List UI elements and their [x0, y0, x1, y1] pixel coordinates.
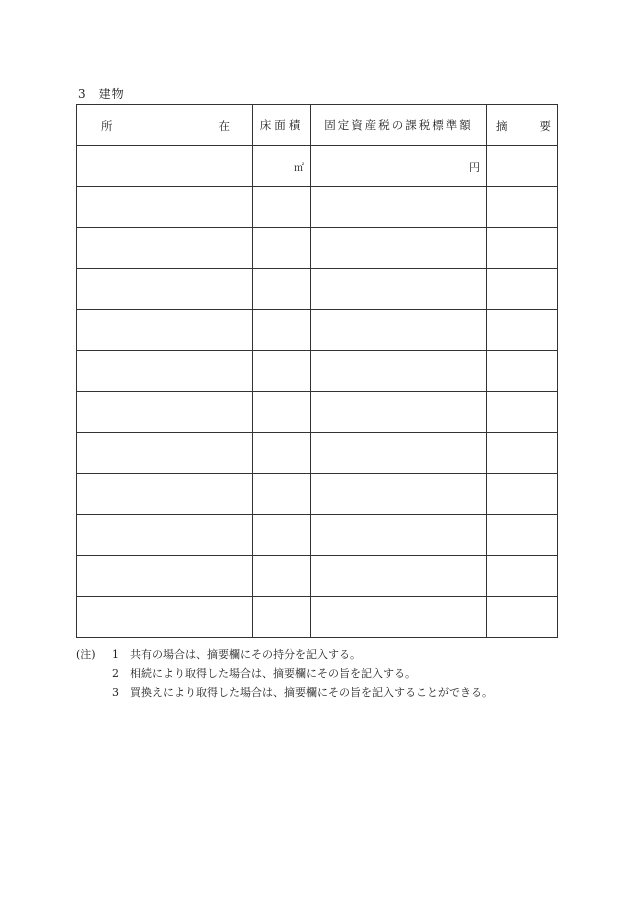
header-row: [77, 105, 558, 146]
location-cell[interactable]: [77, 228, 253, 269]
tax-standard-cell[interactable]: [311, 474, 487, 515]
table-row: [77, 474, 558, 515]
table-row: [77, 433, 558, 474]
tax-standard-cell[interactable]: [311, 269, 487, 310]
tax-standard-cell[interactable]: [311, 146, 487, 187]
location-cell[interactable]: [77, 310, 253, 351]
note-text: 相続により取得した場合は、摘要欄にその旨を記入する。: [130, 667, 416, 680]
tax-standard-cell[interactable]: [311, 187, 487, 228]
remarks-cell[interactable]: [487, 597, 558, 638]
location-cell[interactable]: [77, 269, 253, 310]
floor-area-cell[interactable]: [253, 433, 311, 474]
note-item: 3 買換えにより取得した場合は、摘要欄にその旨を記入することができる。: [76, 683, 493, 702]
floor-area-cell[interactable]: [253, 392, 311, 433]
floor-area-cell[interactable]: [253, 146, 311, 187]
remarks-cell[interactable]: [487, 310, 558, 351]
table-row: [77, 228, 558, 269]
floor-area-cell[interactable]: [253, 310, 311, 351]
table-row: [77, 515, 558, 556]
tax-standard-cell[interactable]: [311, 228, 487, 269]
floor-area-cell[interactable]: [253, 556, 311, 597]
header-tax-standard: 固定資産税の課税標準額: [311, 105, 487, 146]
location-cell[interactable]: [77, 515, 253, 556]
table-row: [77, 597, 558, 638]
table-row: [77, 146, 558, 187]
tax-standard-cell[interactable]: [311, 556, 487, 597]
floor-area-cell[interactable]: [253, 597, 311, 638]
location-cell[interactable]: [77, 187, 253, 228]
remarks-cell[interactable]: [487, 556, 558, 597]
table-row: [77, 392, 558, 433]
remarks-cell[interactable]: [487, 392, 558, 433]
header-location: 所 在: [77, 105, 253, 146]
location-cell[interactable]: [77, 351, 253, 392]
table-row: [77, 351, 558, 392]
tax-standard-cell[interactable]: [311, 597, 487, 638]
location-cell[interactable]: [77, 597, 253, 638]
remarks-cell[interactable]: [487, 228, 558, 269]
floor-area-cell[interactable]: [253, 474, 311, 515]
note-text: 共有の場合は、摘要欄にその持分を記入する。: [130, 648, 361, 661]
location-cell[interactable]: [77, 392, 253, 433]
notes: [76, 645, 493, 702]
location-cell[interactable]: [77, 474, 253, 515]
tax-standard-cell[interactable]: [311, 392, 487, 433]
floor-area-cell[interactable]: [253, 187, 311, 228]
area-unit: ㎡: [294, 163, 304, 174]
header-floor-area: 床面積: [253, 105, 311, 146]
remarks-cell[interactable]: [487, 433, 558, 474]
remarks-cell[interactable]: [487, 146, 558, 187]
table-row: [77, 556, 558, 597]
location-cell[interactable]: [77, 556, 253, 597]
section-number: 3: [78, 87, 87, 101]
floor-area-cell[interactable]: [253, 228, 311, 269]
remarks-cell[interactable]: [487, 474, 558, 515]
remarks-cell[interactable]: [487, 515, 558, 556]
note-item: 2 相続により取得した場合は、摘要欄にその旨を記入する。: [76, 664, 493, 683]
location-cell[interactable]: [77, 146, 253, 187]
section-label: 建物: [98, 87, 125, 101]
yen-unit: 円: [469, 161, 480, 174]
floor-area-cell[interactable]: [253, 515, 311, 556]
building-table: [76, 104, 558, 638]
table-row: [77, 269, 558, 310]
header-remarks: 摘 要: [487, 105, 558, 146]
note-item: (注) 1 共有の場合は、摘要欄にその持分を記入する。: [76, 645, 493, 664]
tax-standard-cell[interactable]: [311, 351, 487, 392]
location-cell[interactable]: [77, 433, 253, 474]
note-text: 買換えにより取得した場合は、摘要欄にその旨を記入することができる。: [130, 686, 493, 699]
floor-area-cell[interactable]: [253, 351, 311, 392]
section-title: [78, 85, 125, 102]
note-lead: (注): [76, 648, 96, 661]
tax-standard-cell[interactable]: [311, 310, 487, 351]
remarks-cell[interactable]: [487, 351, 558, 392]
table-row: [77, 310, 558, 351]
remarks-cell[interactable]: [487, 187, 558, 228]
table-row: [77, 187, 558, 228]
tax-standard-cell[interactable]: [311, 433, 487, 474]
floor-area-cell[interactable]: [253, 269, 311, 310]
tax-standard-cell[interactable]: [311, 515, 487, 556]
remarks-cell[interactable]: [487, 269, 558, 310]
